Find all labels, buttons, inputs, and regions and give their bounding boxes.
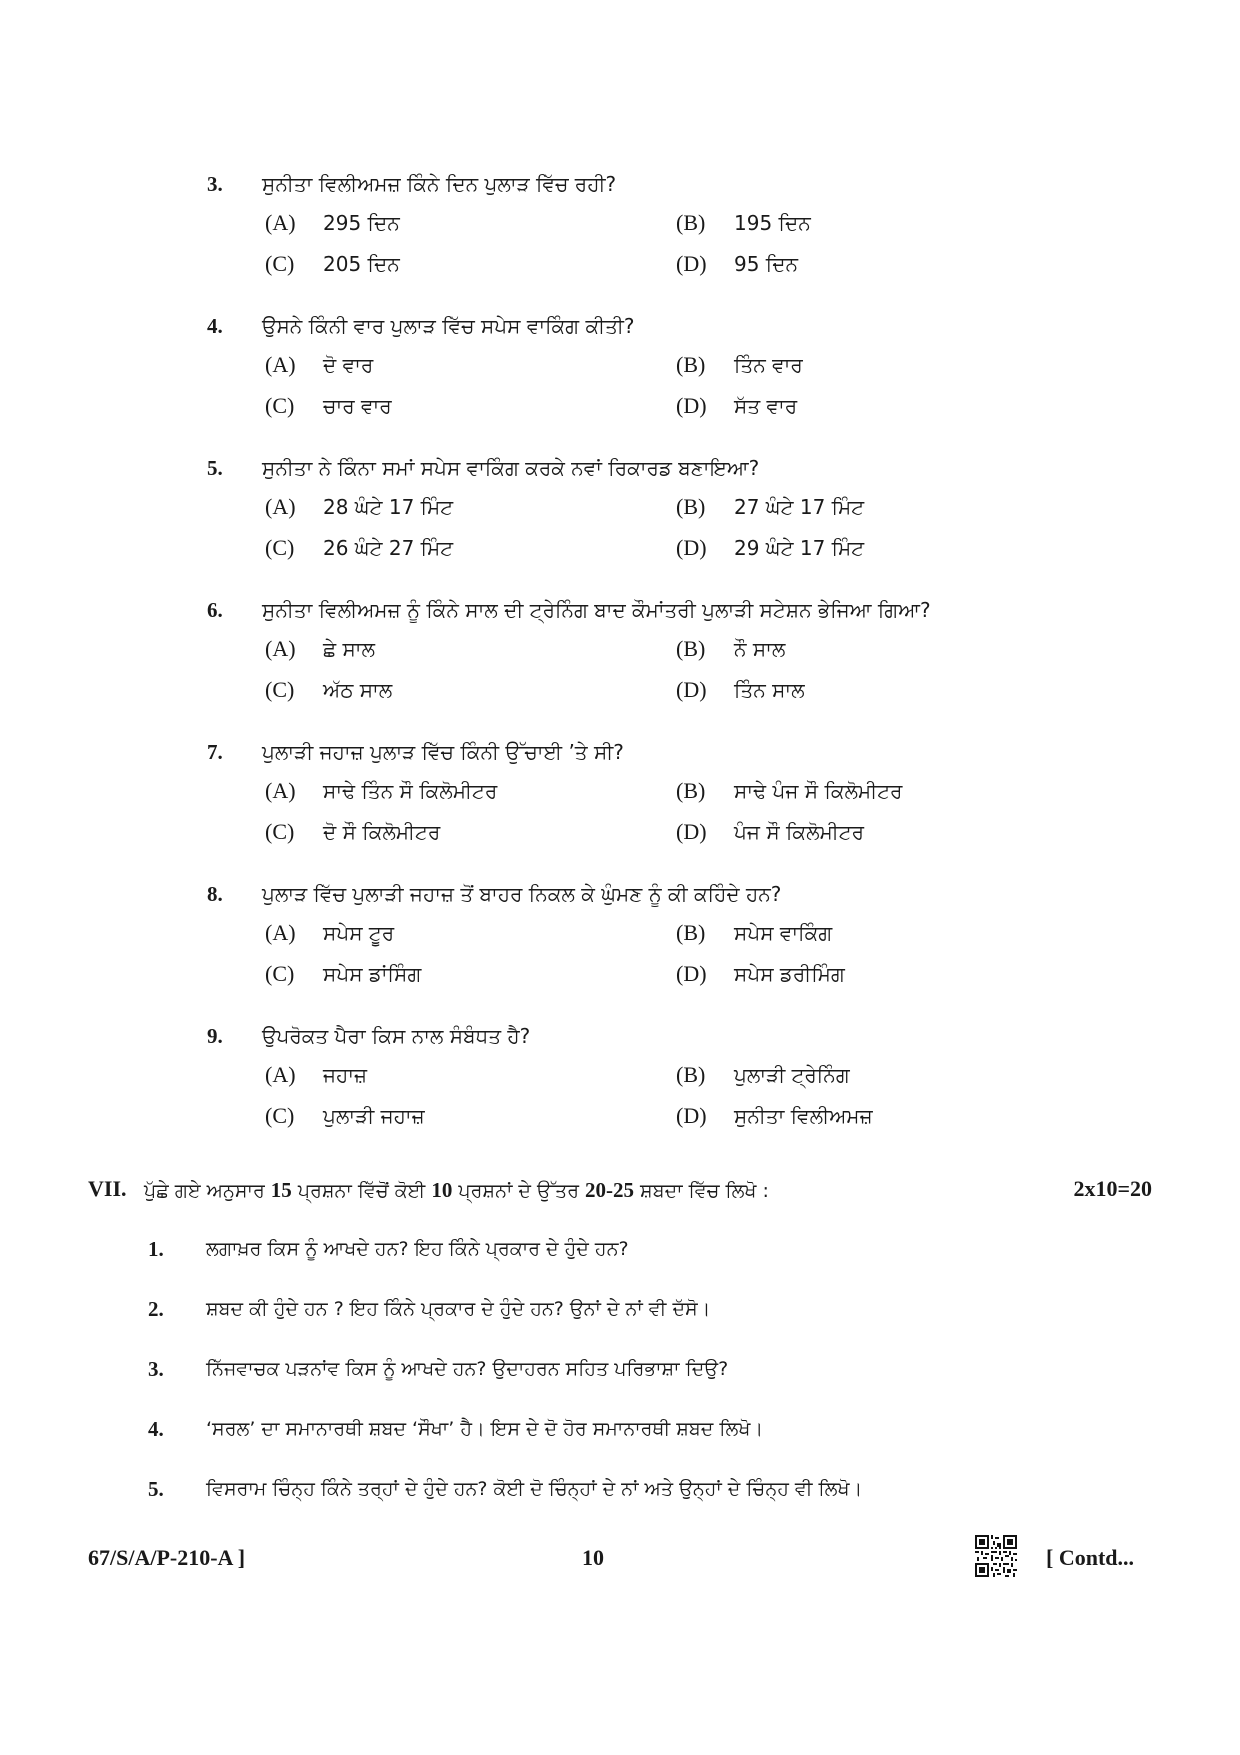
option-label: (A) [265, 210, 296, 235]
option-b [676, 1062, 850, 1088]
option-text: ਸੱਤ ਵਾਰ [734, 394, 798, 418]
option-label: (C) [265, 677, 295, 702]
option-label: (C) [265, 819, 295, 844]
question-number: 2. [148, 1297, 164, 1321]
option-label: (B) [676, 920, 706, 945]
question-number: 6. [207, 598, 223, 622]
option-label: (A) [265, 778, 296, 803]
question-text: ਸੁਨੀਤਾ ਵਿਲੀਅਮਜ਼ ਨੂੰ ਕਿੰਨੇ ਸਾਲ ਦੀ ਟ੍ਰੇਨਿੰਗ ਬਾਦ ਕੌਮਾਂਤਰੀ ਪੁਲਾੜੀ ਸਟੇਸ਼ਨ ਭੇਜਿਆ ਗਿਆ? [262, 598, 931, 622]
option-a [265, 1062, 367, 1088]
option-label: (B) [676, 1062, 706, 1087]
option-d [676, 819, 864, 845]
option-a [265, 920, 394, 946]
option-text: ਚਾਰ ਵਾਰ [323, 394, 392, 418]
option-d [676, 393, 797, 419]
option-label: (D) [676, 393, 707, 418]
option-d [676, 251, 798, 277]
question-number: 1. [148, 1237, 164, 1261]
option-label: (D) [676, 819, 707, 844]
option-d [676, 1103, 873, 1129]
option-text: ਸਾਢੇ ਪੰਜ ਸੌ ਕਿਲੋਮੀਟਰ [734, 779, 903, 803]
question-number: 4. [148, 1417, 164, 1441]
question-number: 3. [148, 1357, 164, 1381]
paper-code: 67/S/A/P-210-A ] [88, 1545, 246, 1570]
option-b [676, 636, 785, 662]
option-label: (A) [265, 636, 296, 661]
option-text: ਨੌ ਸਾਲ [734, 637, 786, 661]
question-number: 7. [207, 740, 223, 764]
option-label: (D) [676, 535, 707, 560]
question-text: ਸੁਨੀਤਾ ਨੇ ਕਿੰਨਾ ਸਮਾਂ ਸਪੇਸ ਵਾਕਿੰਗ ਕਰਕੇ ਨਵਾਂ ਰਿਕਾਰਡ ਬਣਾਇਆ? [262, 456, 760, 480]
question-number: 5. [207, 456, 223, 480]
option-text: 95 ਦਿਨ [734, 252, 798, 276]
section-instruction [144, 1178, 769, 1203]
option-label: (B) [676, 494, 706, 519]
option-text: ਦੋ ਸੌ ਕਿਲੋਮੀਟਰ [323, 820, 441, 844]
instruction-part: ਪੁੱਛੇ ਗਏ ਅਨੁਸਾਰ [144, 1180, 271, 1202]
option-label: (D) [676, 677, 707, 702]
question-text: ਉਸਨੇ ਕਿੰਨੀ ਵਾਰ ਪੁਲਾੜ ਵਿੱਚ ਸਪੇਸ ਵਾਕਿੰਗ ਕੀਤੀ? [262, 314, 635, 338]
option-label: (C) [265, 393, 295, 418]
total-count: 15 [270, 1178, 292, 1202]
option-text: ਤਿੰਨ ਸਾਲ [734, 678, 805, 702]
attempt-count: 10 [431, 1178, 453, 1202]
option-text: 26 ਘੰਟੇ 27 ਮਿੰਟ [323, 536, 454, 560]
instruction-part: ਸ਼ਬਦਾ ਵਿੱਚ ਲਿਖੋ : [634, 1180, 769, 1202]
option-text: ਸਪੇਸ ਡਰੀਮਿੰਗ [734, 962, 845, 986]
option-label: (D) [676, 1103, 707, 1128]
option-text: ਛੇ ਸਾਲ [323, 637, 376, 661]
option-label: (A) [265, 1062, 296, 1087]
option-text: 205 ਦਿਨ [323, 252, 400, 276]
option-text: ਪੁਲਾੜੀ ਟ੍ਰੇਨਿੰਗ [734, 1063, 850, 1087]
option-c [265, 1103, 425, 1129]
option-d [676, 677, 805, 703]
option-label: (B) [676, 778, 706, 803]
option-label: (D) [676, 961, 707, 986]
option-text: 28 ਘੰਟੇ 17 ਮਿੰਟ [323, 495, 454, 519]
section-header [88, 1176, 1152, 1206]
option-text: ਸੁਨੀਤਾ ਵਿਲੀਅਮਜ਼ [734, 1104, 873, 1128]
option-text: ਪੁਲਾੜੀ ਜਹਾਜ਼ [323, 1104, 425, 1128]
option-c [265, 677, 392, 703]
section-number: VII. [88, 1176, 127, 1201]
option-d [676, 535, 864, 561]
question-text: ਲਗਾਖ਼ਰ ਕਿਸ ਨੂੰ ਆਖਦੇ ਹਨ? ਇਹ ਕਿੰਨੇ ਪ੍ਰਕਾਰ ਦੇ ਹੁੰਦੇ ਹਨ? [206, 1238, 629, 1260]
option-label: (B) [676, 636, 706, 661]
option-c [265, 961, 421, 987]
option-a [265, 210, 400, 236]
option-a [265, 636, 375, 662]
question-number: 9. [207, 1024, 223, 1048]
word-range: 20-25 [585, 1178, 635, 1202]
option-text: ਪੰਜ ਸੌ ਕਿਲੋਮੀਟਰ [734, 820, 864, 844]
question-text: ਸੁਨੀਤਾ ਵਿਲੀਅਮਜ਼ ਕਿੰਨੇ ਦਿਨ ਪੁਲਾੜ ਵਿੱਚ ਰਹੀ? [262, 172, 617, 196]
option-a [265, 352, 373, 378]
question-text: ਪੁਲਾੜੀ ਜਹਾਜ਼ ਪੁਲਾੜ ਵਿੱਚ ਕਿੰਨੀ ਉੱਚਾਈ ’ਤੇ ਸੀ? [262, 740, 624, 764]
option-label: (C) [265, 535, 295, 560]
option-c [265, 819, 440, 845]
option-c [265, 393, 392, 419]
option-text: ਤਿੰਨ ਵਾਰ [734, 353, 803, 377]
question-text: ਸ਼ਬਦ ਕੀ ਹੁੰਦੇ ਹਨ ? ਇਹ ਕਿੰਨੇ ਪ੍ਰਕਾਰ ਦੇ ਹੁੰਦੇ ਹਨ? ਉਨਾਂ ਦੇ ਨਾਂ ਵੀ ਦੱਸੋ। [206, 1298, 711, 1320]
option-label: (C) [265, 961, 295, 986]
option-b [676, 210, 811, 236]
option-text: 27 ਘੰਟੇ 17 ਮਿੰਟ [734, 495, 865, 519]
option-c [265, 251, 400, 277]
question-number: 4. [207, 314, 223, 338]
question-text: ਨਿੱਜਵਾਚਕ ਪੜਨਾਂਵ ਕਿਸ ਨੂੰ ਆਖਦੇ ਹਨ? ਉਦਾਹਰਨ ਸਹਿਤ ਪਰਿਭਾਸ਼ਾ ਦਿਉ? [206, 1358, 729, 1380]
option-text: ਅੱਠ ਸਾਲ [323, 678, 393, 702]
option-b [676, 920, 832, 946]
option-text: ਸਾਢੇ ਤਿੰਨ ਸੌ ਕਿਲੋਮੀਟਰ [323, 779, 498, 803]
option-b [676, 494, 864, 520]
question-text: ‘ਸਰਲ’ ਦਾ ਸਮਾਨਾਰਥੀ ਸ਼ਬਦ ‘ਸੌਖਾ’ ਹੈ। ਇਸ ਦੇ ਦੋ ਹੋਰ ਸਮਾਨਾਰਥੀ ਸ਼ਬਦ ਲਿਖੋ। [206, 1418, 764, 1440]
option-text: ਸਪੇਸ ਟੂਰ [323, 921, 395, 945]
option-b [676, 778, 902, 804]
option-text: ਦੋ ਵਾਰ [323, 353, 374, 377]
option-b [676, 352, 803, 378]
option-label: (A) [265, 920, 296, 945]
page-number: 10 [582, 1545, 604, 1570]
instruction-part: ਪ੍ਰਸ਼ਨਾ ਵਿੱਚੋਂ ਕੋਈ [291, 1180, 432, 1202]
question-text: ਪੁਲਾੜ ਵਿੱਚ ਪੁਲਾੜੀ ਜਹਾਜ਼ ਤੋਂ ਬਾਹਰ ਨਿਕਲ ਕੇ ਘੁੰਮਣ ਨੂੰ ਕੀ ਕਹਿੰਦੇ ਹਨ? [262, 882, 782, 906]
question-number: 8. [207, 882, 223, 906]
option-label: (B) [676, 210, 706, 235]
option-label: (C) [265, 1103, 295, 1128]
option-label: (A) [265, 494, 296, 519]
question-number: 3. [207, 172, 223, 196]
instruction-part: ਪ੍ਰਸ਼ਨਾਂ ਦੇ ਉੱਤਰ [452, 1180, 586, 1202]
option-text: 295 ਦਿਨ [323, 211, 400, 235]
option-text: 195 ਦਿਨ [734, 211, 811, 235]
question-number: 5. [148, 1477, 164, 1501]
option-d [676, 961, 845, 987]
option-label: (D) [676, 251, 707, 276]
qr-code-icon [975, 1535, 1017, 1577]
option-a [265, 778, 497, 804]
continued-marker: [ Contd... [1046, 1545, 1135, 1570]
question-text: ਵਿਸਰਾਮ ਚਿੰਨ੍ਹ ਕਿੰਨੇ ਤਰ੍ਹਾਂ ਦੇ ਹੁੰਦੇ ਹਨ? ਕੋਈ ਦੋ ਚਿੰਨ੍ਹਾਂ ਦੇ ਨਾਂ ਅਤੇ ਉਨ੍ਹਾਂ ਦੇ ਚਿੰਨ੍ਹ ਵੀ ਲਿਖੋ। [206, 1478, 863, 1500]
option-text: ਜਹਾਜ਼ [323, 1063, 368, 1087]
option-c [265, 535, 453, 561]
option-text: 29 ਘੰਟੇ 17 ਮਿੰਟ [734, 536, 865, 560]
option-label: (A) [265, 352, 296, 377]
option-label: (B) [676, 352, 706, 377]
option-text: ਸਪੇਸ ਵਾਕਿੰਗ [734, 921, 833, 945]
question-text: ਉਪਰੋਕਤ ਪੈਰਾ ਕਿਸ ਨਾਲ ਸੰਬੰਧਤ ਹੈ? [262, 1024, 531, 1048]
option-text: ਸਪੇਸ ਡਾਂਸਿੰਗ [323, 962, 422, 986]
option-a [265, 494, 453, 520]
option-label: (C) [265, 251, 295, 276]
section-marks: 2x10=20 [1073, 1176, 1152, 1201]
